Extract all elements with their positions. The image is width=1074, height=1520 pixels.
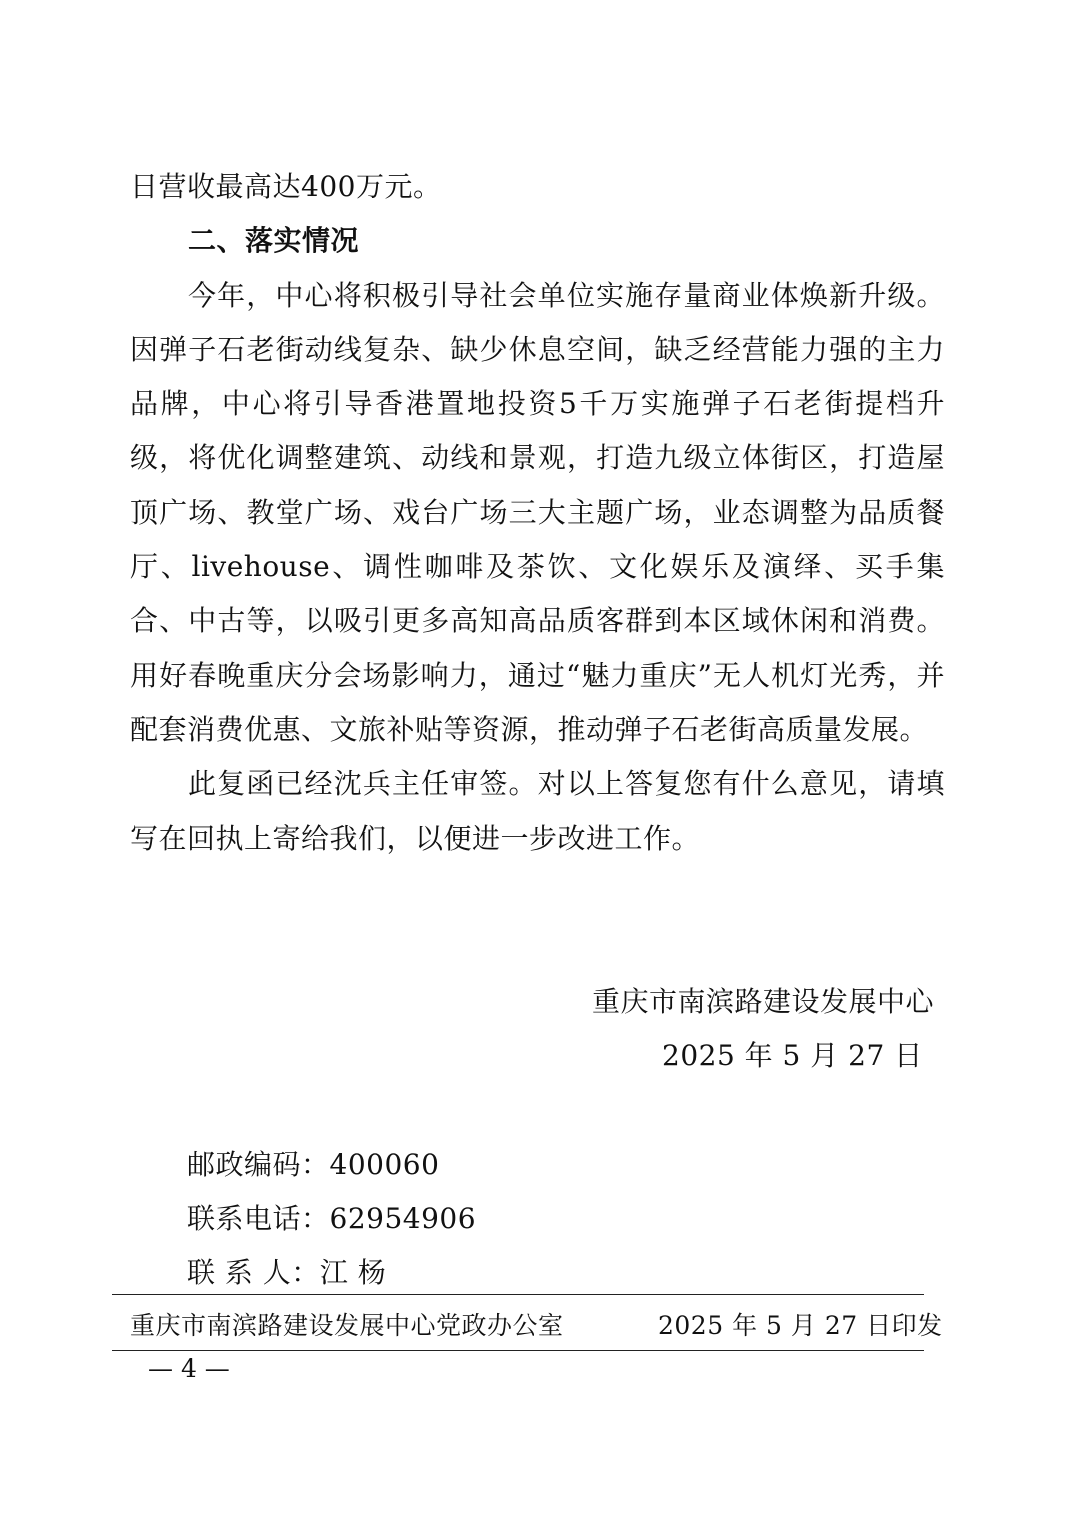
postal-code-value: 400060: [329, 1148, 440, 1181]
footer-issue-date: 2025 年 5 月 27 日印发: [658, 1311, 943, 1340]
section-heading: 二、落实情况: [188, 224, 360, 258]
signature-date: 2025 年 5 月 27 日: [662, 1039, 923, 1072]
paragraph-implementation: 今年，中心将积极引导社会单位实施存量商业体焕新升级。因弹子石老街动线复杂、缺少休息空间，缺乏经营能力强的主力品牌，中心将引导香港置地投资5千万实施弹子石老街提档升级，将优化调整建筑、动线和景观，打造九级立体街区，打造屋顶广场、教堂广场、戏台广场三大主题广场，业态调整为品质餐厅、livehouse、调性咖啡及茶饮、文化娱乐及演绎、买手集合、中古等，以吸引更多高知高品质客群到本区域休闲和消费。用好春晚重庆分会场影响力，通过“魅力重庆”无人机灯光秀，并配套消费优惠、文旅补贴等资源，推动弹子石老街高质量发展。: [130, 278, 945, 746]
phone-label: 联系电话：: [187, 1202, 330, 1235]
footer-bottom-rule: [112, 1350, 924, 1351]
signature-organization: 重庆市南滨路建设发展中心: [592, 985, 935, 1018]
postal-code-label: 邮政编码：: [187, 1148, 330, 1181]
phone-value: 62954906: [329, 1202, 477, 1235]
contact-phone: [187, 1197, 476, 1237]
person-value: 江 杨: [319, 1256, 387, 1289]
footer-issuer: 重庆市南滨路建设发展中心党政办公室: [130, 1311, 564, 1340]
paragraph-continued: 日营收最高达400万元。: [130, 170, 442, 203]
contact-person: [187, 1251, 386, 1291]
page-number: — 4 —: [148, 1354, 230, 1383]
footer-top-rule: [112, 1294, 924, 1295]
contact-postal-code: [187, 1143, 439, 1183]
paragraph-closing: 此复函已经沈兵主任审签。对以上答复您有什么意见，请填写在回执上寄给我们，以便进一步改进工作。: [130, 767, 945, 855]
person-label: 联 系 人：: [187, 1256, 320, 1289]
document-body: [130, 160, 945, 866]
